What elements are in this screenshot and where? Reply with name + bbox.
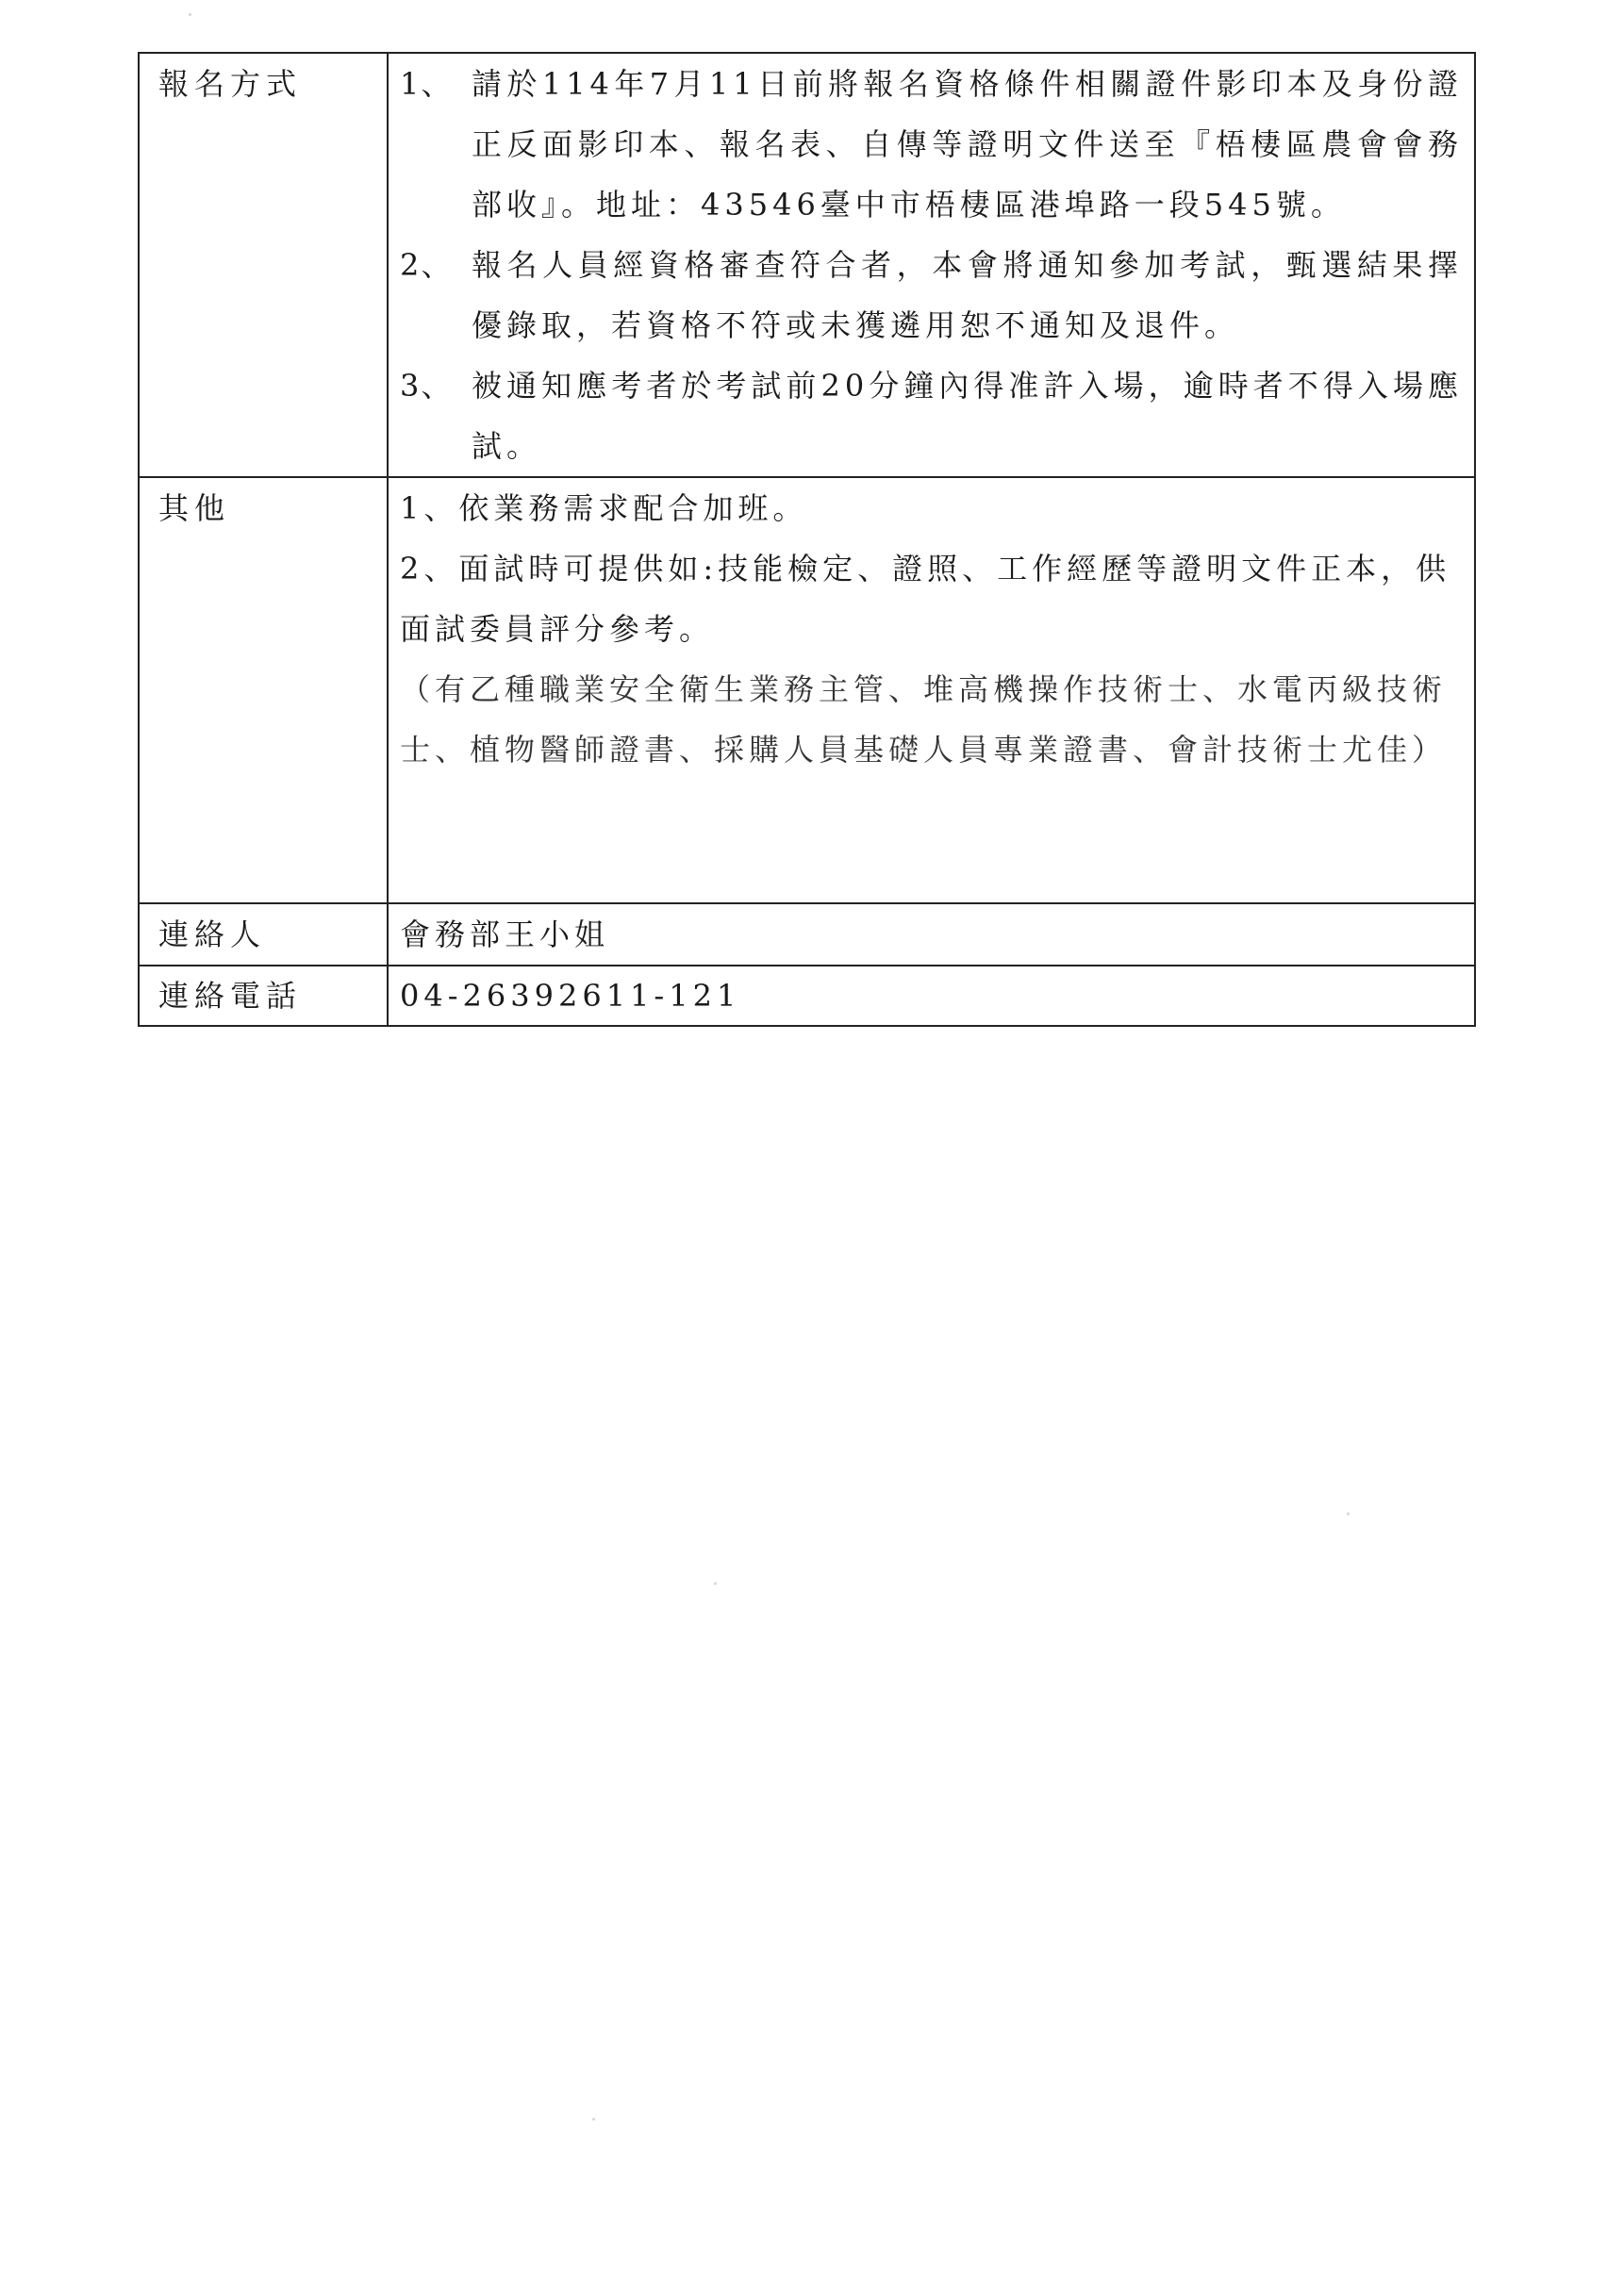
other-line-overtime: 1、依業務需求配合加班。 bbox=[400, 490, 808, 526]
step-number: 1、 bbox=[400, 66, 454, 102]
contact-person-value: 會務部王小姐 bbox=[388, 903, 1475, 966]
row-label-contact-person: 連絡人 bbox=[139, 903, 388, 966]
application-step-2 bbox=[400, 235, 1463, 355]
step-text: 報名人員經資格審查符合者，本會將通知參加考試，甄選結果擇優錄取，若資格不符或未獲遴用恕不通知及退件。 bbox=[472, 247, 1463, 343]
table-row-other bbox=[139, 477, 1475, 903]
application-step-1 bbox=[400, 54, 1463, 235]
table-row-contact-phone bbox=[139, 966, 1475, 1026]
other-line-preferred-certificates: （有乙種職業安全衛生業務主管、堆高機操作技術士、水電丙級技術士、植物醫師證書、採購人員基礎人員專業證書、會計技術士尤佳） bbox=[400, 671, 1448, 768]
step-text: 被通知應考者於考試前20分鐘內得准許入場，逾時者不得入場應試。 bbox=[472, 368, 1463, 464]
row-label-other: 其他 bbox=[139, 477, 388, 903]
scan-speck bbox=[714, 1582, 717, 1585]
table-row-contact-person bbox=[139, 903, 1475, 966]
application-step-3 bbox=[400, 355, 1463, 476]
recruitment-info-table bbox=[138, 52, 1476, 1027]
other-content bbox=[388, 477, 1475, 903]
step-text: 請於114年7月11日前將報名資格條件相關證件影印本及身份證正反面影印本、報名表、自傳等證明文件送至『梧棲區農會會務部收』。地址：43546臺中市梧棲區港埠路一段545號。 bbox=[472, 66, 1463, 223]
other-line-interview-documents: 2、面試時可提供如:技能檢定、證照、工作經歷等證明文件正本，供面試委員評分參考。 bbox=[400, 551, 1451, 647]
scan-speck bbox=[1347, 1512, 1350, 1515]
scan-speck bbox=[189, 13, 191, 16]
contact-phone-value: 04-26392611-121 bbox=[388, 966, 1475, 1026]
row-label-contact-phone: 連絡電話 bbox=[139, 966, 388, 1026]
step-number: 2、 bbox=[400, 247, 454, 283]
application-method-content bbox=[388, 53, 1475, 477]
step-number: 3、 bbox=[400, 368, 454, 404]
scan-speck bbox=[592, 2118, 595, 2121]
row-label-application-method: 報名方式 bbox=[139, 53, 388, 477]
table-row-application-method bbox=[139, 53, 1475, 477]
